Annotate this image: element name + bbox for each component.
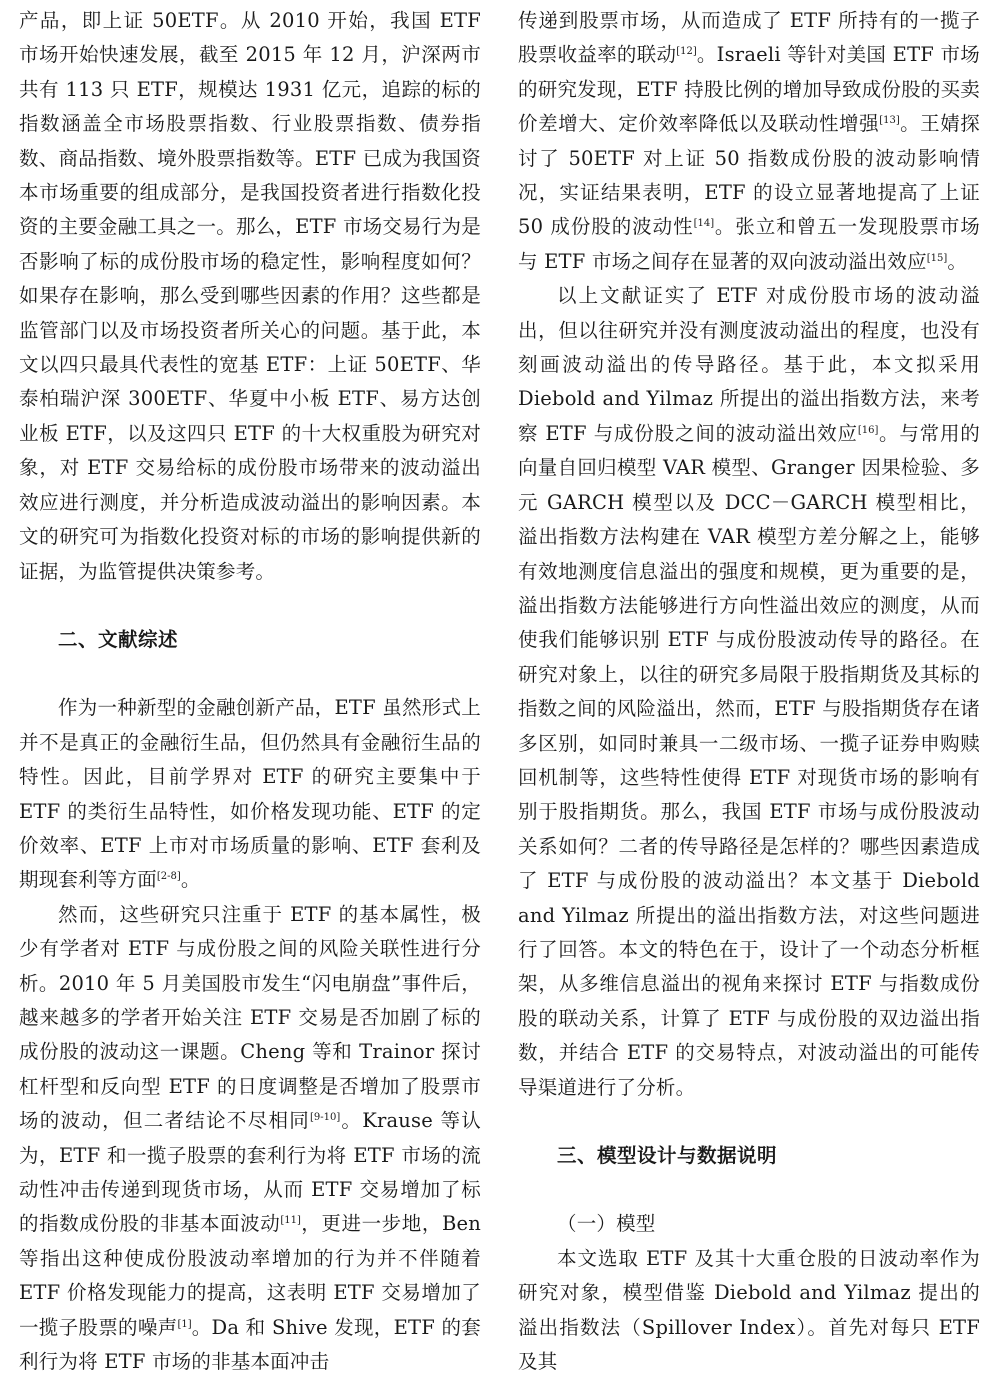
citation-ref: [11]: [280, 1215, 301, 1227]
literature-paragraph-2-continued: [518, 4, 980, 279]
citation-ref: [9-10]: [310, 1112, 341, 1124]
paragraph-text: 以上文献证实了 ETF 对成份股市场的波动溢出，但以往研究并没有测度波动溢出的程度，也没有刻画波动溢出的传导路径。基于此，本文拟采用 Diebold and Yilmaz 所提出的溢出指数方法，来考察 ETF 与成份股之间的波动溢出效应: [518, 284, 980, 445]
literature-paragraph-2: [19, 898, 481, 1379]
paragraph-text: 。Krause 等认为，ETF 和一揽子股票的套利行为将 ETF 市场的流动性冲击传递到现货市场，从而 ETF 交易增加了标的指数成份股的非基本面波动: [19, 1109, 481, 1236]
citation-ref: [16]: [857, 424, 879, 436]
paragraph-text: 。王婧探讨了 50ETF 对上证 50 指数成份股的波动影响情况，实证结果表明，ETF 的设立显著地提高了上证 50 成份股的波动性: [518, 112, 980, 239]
citation-ref: [15]: [926, 252, 948, 264]
intro-paragraph-tail: 产品，即上证 50ETF。从 2010 开始，我国 ETF 市场开始快速发展，截至 2015 年 12 月，沪深两市共有 113 只 ETF，规模达 1931 亿元，追踪的标的指数涵盖全市场股票指数、行业股票指数、债券指数、商品指数、境外股票指数等。ETF 已成为我国资本市场重要的组成部分，是我国投资者进行指数化投资的主要金融工具之一。那么，ETF 市场交易行为是否影响了标的成份股市场的稳定性，影响程度如何？如果存在影响，那么受到哪些因素的作用？这些都是监管部门以及市场投资者所关心的问题。基于此，本文以四只最具代表性的宽基 ETF：上证 50ETF、华泰柏瑞沪深 300ETF、华夏中小板 ETF、易方达创业板 ETF，以及这四只 ETF 的十大权重股为研究对象，对 ETF 交易给标的成份股市场带来的波动溢出效应进行测度，并分析造成波动溢出的影响因素。本文的研究可为指数化投资对标的市场的影响提供新的证据，为监管提供决策参考。: [19, 9, 481, 583]
citation-ref: [2-8]: [156, 871, 181, 883]
section-heading-literature-review: 二、文献综述: [58, 627, 179, 651]
paragraph-text: 。: [180, 868, 201, 892]
right-column: [518, 4, 980, 1379]
spacer: [518, 1105, 980, 1139]
paragraph-text: 。Israeli 等针对美国 ETF 市场的研究发现，ETF 持股比例的增加导致成份股的买卖价差增大、定价效率降低以及联动性增强: [518, 43, 980, 136]
spacer: [19, 589, 481, 623]
spacer: [518, 1173, 980, 1207]
citation-ref: [14]: [693, 218, 715, 230]
citation-ref: [12]: [676, 46, 697, 58]
spacer: [19, 657, 481, 691]
subsection-heading-model: （一）模型: [557, 1212, 656, 1236]
left-column: [19, 4, 481, 1379]
paragraph-text: 。: [947, 249, 968, 273]
paragraph-text: 。Da 和 Shive 发现，ETF 的套利行为将 ETF 市场的非基本面冲击: [19, 1315, 481, 1374]
paragraph-text: 。张立和曾五一发现股票市场与 ETF 市场之间存在显著的双向波动溢出效应: [518, 215, 981, 273]
paragraph-text: ，更进一步地，Ben 等指出这种使成份股波动率增加的行为并不伴随着 ETF 价格发现能力的提高，这表明 ETF 交易增加了一揽子股票的噪声: [19, 1212, 481, 1339]
paragraph-text: 。与常用的向量自回归模型 VAR 模型、Granger 因果检验、多元 GARCH 模型以及 DCC－GARCH 模型相比，溢出指数方法构建在 VAR 模型方差分解之上，能够有效地测度信息溢出的强度和规模，更为重要的是，溢出指数方法能够进行方向性溢出效应的测度，从而使我们能够识别 ETF 与成份股波动传导的路径。在研究对象上，以往的研究多局限于股指期货及其标的指数之间的风险溢出，然而，ETF 与股指期货存在诸多区别，如同时兼具一二级市场、一揽子证券申购赎回机制等，这些特性使得 ETF 对现货市场的影响有别于股指期货。那么，我国 ETF 市场与成份股波动关系如何？二者的传导路径是怎样的？哪些因素造成了 ETF 与成份股的波动溢出？本文基于 Diebold and Yilmaz 所提出的溢出指数方法，对这些问题进行了回答。本文的特色在于，设计了一个动态分析框架，从多维信息溢出的视角来探讨 ETF 与指数成份股的联动关系，计算了 ETF 与成份股的双边溢出指数，并结合 ETF 的交易特点，对波动溢出的可能传导渠道进行了分析。: [518, 421, 980, 1099]
citation-ref: [1]: [177, 1318, 192, 1330]
literature-paragraph-3: [518, 279, 980, 1105]
paragraph-text: 作为一种新型的金融创新产品，ETF 虽然形式上并不是真正的金融衍生品，但仍然具有金融衍生品的特性。因此，目前学界对 ETF 的研究主要集中于 ETF 的类衍生品特性，如价格发现功能、ETF 的定价效率、ETF 上市对市场质量的影响、ETF 套利及期现套利等方面: [19, 696, 481, 892]
paragraph-text: 然而，这些研究只注重于 ETF 的基本属性，极少有学者对 ETF 与成份股之间的风险关联性进行分析。2010 年 5 月美国股市发生“闪电崩盘”事件后，越来越多的学者开始关注 ETF 交易是否加剧了标的成份股的波动这一课题。Cheng 等和 Trainor 探讨杠杆型和反向型 ETF 的日度调整是否增加了股票市场的波动，但二者结论不尽相同: [19, 902, 481, 1133]
section-heading-model-design: 三、模型设计与数据说明: [557, 1144, 778, 1167]
model-paragraph: 本文选取 ETF 及其十大重仓股的日波动率作为研究对象，模型借鉴 Diebold and Yilmaz 提出的溢出指数法（Spillover Index）。首先对每只 ETF 及其: [518, 1246, 980, 1374]
literature-paragraph-1: [19, 691, 481, 897]
citation-ref: [13]: [879, 115, 900, 127]
paragraph-text: 传递到股票市场，从而造成了 ETF 所持有的一揽子股票收益率的联动: [518, 9, 980, 67]
